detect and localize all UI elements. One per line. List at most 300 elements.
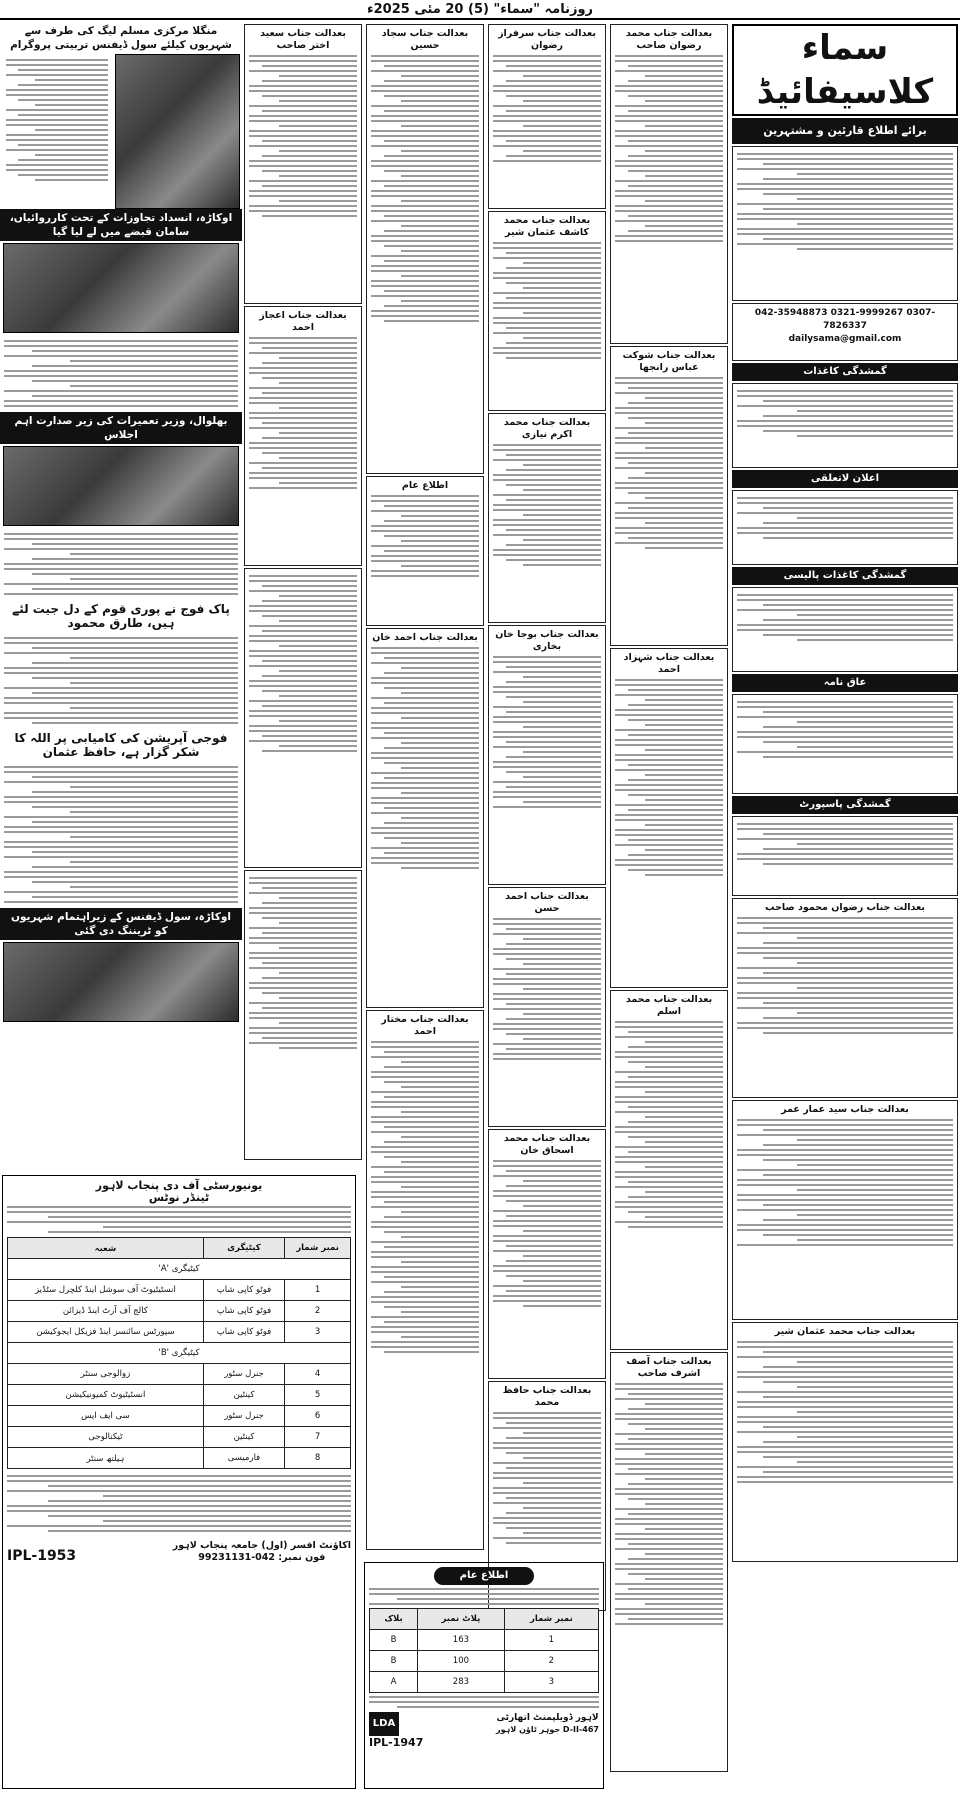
text-line bbox=[797, 639, 953, 641]
text-line bbox=[523, 564, 601, 566]
text-line bbox=[737, 1416, 953, 1418]
text-line bbox=[371, 772, 479, 774]
text-line bbox=[523, 1205, 601, 1207]
text-line bbox=[249, 912, 357, 914]
box-label-1: گمشدگی کاغذات bbox=[732, 363, 958, 381]
text-line bbox=[371, 727, 479, 729]
text-line bbox=[371, 210, 479, 212]
notice-title: بعدالت جناب سید عمار عمر bbox=[781, 1104, 909, 1115]
text-line bbox=[48, 1500, 351, 1502]
text-line bbox=[493, 1477, 601, 1479]
text-line bbox=[615, 864, 723, 866]
text-line bbox=[737, 425, 953, 427]
text-line bbox=[279, 407, 357, 409]
text-line bbox=[737, 1376, 953, 1378]
text-line bbox=[506, 928, 601, 930]
text-line bbox=[103, 1520, 351, 1522]
text-line bbox=[249, 130, 357, 132]
body-text-block bbox=[371, 55, 479, 322]
text-line bbox=[384, 807, 479, 809]
text-line bbox=[7, 1211, 351, 1213]
text-line bbox=[737, 982, 953, 984]
table-row bbox=[8, 1280, 351, 1301]
text-line bbox=[262, 902, 357, 904]
text-line bbox=[401, 250, 479, 252]
court-notice bbox=[488, 211, 606, 411]
text-line bbox=[493, 1165, 601, 1167]
text-line bbox=[737, 1124, 953, 1126]
text-line bbox=[737, 395, 953, 397]
text-line bbox=[506, 771, 601, 773]
text-line bbox=[506, 1275, 601, 1277]
text-line bbox=[493, 494, 601, 496]
text-line bbox=[371, 70, 479, 72]
text-line bbox=[401, 742, 479, 744]
news-photo bbox=[3, 942, 239, 1022]
text-line bbox=[493, 449, 601, 451]
text-line bbox=[249, 462, 357, 464]
text-line bbox=[628, 719, 723, 721]
table-row bbox=[8, 1301, 351, 1322]
text-line bbox=[628, 1226, 723, 1228]
text-line bbox=[249, 342, 357, 344]
text-line bbox=[615, 180, 723, 182]
text-line bbox=[401, 565, 479, 567]
text-line bbox=[371, 1206, 479, 1208]
text-line bbox=[628, 80, 723, 82]
text-line bbox=[249, 402, 357, 404]
text-line bbox=[506, 140, 601, 142]
text-line bbox=[628, 1498, 723, 1500]
court-notice bbox=[244, 24, 362, 304]
court-notice bbox=[488, 887, 606, 1127]
table-cell: 8 bbox=[285, 1448, 351, 1469]
text-line bbox=[371, 180, 479, 182]
text-line bbox=[249, 190, 357, 192]
text-line bbox=[371, 1196, 479, 1198]
classified-box bbox=[732, 587, 958, 672]
text-line bbox=[628, 1573, 723, 1575]
text-line bbox=[262, 917, 357, 919]
text-line bbox=[18, 99, 108, 101]
text-line bbox=[628, 110, 723, 112]
text-line bbox=[763, 1032, 953, 1034]
text-line bbox=[384, 762, 479, 764]
text-line bbox=[797, 1164, 953, 1166]
text-line bbox=[737, 1229, 953, 1231]
text-line bbox=[506, 357, 601, 359]
text-line bbox=[523, 1038, 601, 1040]
text-line bbox=[6, 164, 108, 166]
court-notice bbox=[488, 413, 606, 623]
news-headline: پاک فوج نے پوری قوم کے دل جیت لئے ہیں، طارق محمود bbox=[12, 602, 230, 630]
text-line bbox=[262, 932, 357, 934]
body-text-block bbox=[369, 1588, 599, 1605]
text-line bbox=[628, 477, 723, 479]
text-line bbox=[615, 1171, 723, 1173]
text-line bbox=[737, 917, 953, 919]
text-line bbox=[523, 1255, 601, 1257]
text-line bbox=[4, 672, 238, 674]
text-line bbox=[493, 918, 601, 920]
text-line bbox=[645, 547, 723, 549]
text-line bbox=[371, 787, 479, 789]
body-text-block bbox=[493, 444, 601, 566]
text-line bbox=[4, 891, 238, 893]
text-line bbox=[70, 811, 238, 813]
text-line bbox=[615, 70, 723, 72]
text-line bbox=[279, 972, 357, 974]
news-photo bbox=[115, 54, 240, 209]
text-line bbox=[737, 1466, 953, 1468]
notice-title: بعدالت جناب محمد عثمان شیر bbox=[774, 1326, 916, 1337]
text-line bbox=[737, 977, 953, 979]
text-line bbox=[737, 233, 953, 235]
text-line bbox=[628, 537, 723, 539]
text-line bbox=[506, 1048, 601, 1050]
text-line bbox=[401, 1311, 479, 1313]
text-line bbox=[737, 1184, 953, 1186]
text-line bbox=[628, 869, 723, 871]
text-line bbox=[523, 262, 601, 264]
text-line bbox=[737, 1119, 953, 1121]
table-cell: 6 bbox=[285, 1406, 351, 1427]
text-line bbox=[371, 682, 479, 684]
text-line bbox=[401, 1161, 479, 1163]
text-line bbox=[737, 1421, 953, 1423]
text-line bbox=[384, 1066, 479, 1068]
text-line bbox=[645, 724, 723, 726]
text-line bbox=[615, 694, 723, 696]
text-line bbox=[371, 1341, 479, 1343]
text-line bbox=[797, 410, 953, 412]
text-line bbox=[371, 1241, 479, 1243]
text-line bbox=[615, 467, 723, 469]
text-line bbox=[371, 1091, 479, 1093]
text-line bbox=[763, 238, 953, 240]
text-line bbox=[615, 517, 723, 519]
body-text-block bbox=[615, 377, 723, 549]
text-line bbox=[737, 1134, 953, 1136]
court-notice bbox=[244, 568, 362, 868]
text-line bbox=[797, 614, 953, 616]
text-line bbox=[737, 1401, 953, 1403]
text-line bbox=[70, 385, 238, 387]
text-line bbox=[262, 660, 357, 662]
text-line bbox=[384, 320, 479, 322]
text-line bbox=[249, 967, 357, 969]
text-line bbox=[371, 555, 479, 557]
text-line bbox=[249, 730, 357, 732]
text-line bbox=[249, 740, 357, 742]
text-line bbox=[262, 110, 357, 112]
text-line bbox=[262, 887, 357, 889]
text-line bbox=[18, 84, 108, 86]
table-cell: سی ایف ایس bbox=[8, 1406, 204, 1427]
text-line bbox=[493, 1028, 601, 1030]
text-line bbox=[70, 657, 238, 659]
text-line bbox=[506, 1018, 601, 1020]
text-line bbox=[615, 1101, 723, 1103]
table-cell: فارمیسی bbox=[203, 1448, 284, 1469]
table-cell: جنرل سٹور bbox=[203, 1406, 284, 1427]
text-line bbox=[615, 532, 723, 534]
text-line bbox=[371, 847, 479, 849]
text-line bbox=[4, 642, 238, 644]
text-line bbox=[645, 125, 723, 127]
text-line bbox=[615, 1398, 723, 1400]
text-line bbox=[493, 145, 601, 147]
text-line bbox=[384, 1156, 479, 1158]
table-cell: A bbox=[370, 1672, 418, 1693]
text-line bbox=[262, 95, 357, 97]
classified-box bbox=[732, 490, 958, 565]
text-line bbox=[493, 1043, 601, 1045]
text-line bbox=[371, 160, 479, 162]
box-label-2: اعلان لاتعلقی bbox=[732, 470, 958, 488]
text-line bbox=[615, 729, 723, 731]
text-line bbox=[523, 1432, 601, 1434]
text-line bbox=[4, 563, 238, 565]
text-line bbox=[249, 892, 357, 894]
text-line bbox=[797, 721, 953, 723]
text-line bbox=[628, 1393, 723, 1395]
text-line bbox=[384, 837, 479, 839]
text-line bbox=[506, 499, 601, 501]
text-line bbox=[384, 110, 479, 112]
text-line bbox=[628, 185, 723, 187]
text-line bbox=[763, 400, 953, 402]
text-line bbox=[279, 175, 357, 177]
text-line bbox=[506, 484, 601, 486]
text-line bbox=[371, 145, 479, 147]
text-line bbox=[615, 1533, 723, 1535]
text-line bbox=[262, 1007, 357, 1009]
table-cell: 283 bbox=[418, 1672, 505, 1693]
text-line bbox=[615, 1126, 723, 1128]
text-line bbox=[4, 871, 238, 873]
body-text-block bbox=[4, 766, 238, 903]
text-line bbox=[506, 1185, 601, 1187]
text-line bbox=[615, 1518, 723, 1520]
text-line bbox=[797, 198, 953, 200]
text-line bbox=[628, 215, 723, 217]
text-line bbox=[6, 134, 108, 136]
text-line bbox=[615, 754, 723, 756]
text-line bbox=[279, 357, 357, 359]
text-line bbox=[262, 215, 357, 217]
text-line bbox=[615, 1623, 723, 1625]
text-line bbox=[523, 801, 601, 803]
authority-address: 467-D-II جوہر ٹاؤن لاہور bbox=[496, 1725, 599, 1734]
table-cell: زوالوجی سنٹر bbox=[8, 1364, 204, 1385]
text-line bbox=[401, 692, 479, 694]
text-line bbox=[493, 736, 601, 738]
text-line bbox=[615, 512, 723, 514]
text-line bbox=[384, 687, 479, 689]
text-line bbox=[737, 1431, 953, 1433]
text-line bbox=[371, 1056, 479, 1058]
table-cell: فوٹو کاپی شاپ bbox=[203, 1322, 284, 1343]
text-line bbox=[615, 115, 723, 117]
text-line bbox=[615, 1206, 723, 1208]
text-line bbox=[506, 454, 601, 456]
text-line bbox=[279, 200, 357, 202]
text-line bbox=[384, 1096, 479, 1098]
text-line bbox=[493, 70, 601, 72]
text-line bbox=[615, 85, 723, 87]
text-line bbox=[371, 270, 479, 272]
text-line bbox=[249, 907, 357, 909]
text-line bbox=[371, 255, 479, 257]
text-line bbox=[763, 507, 953, 509]
text-line bbox=[737, 992, 953, 994]
text-line bbox=[249, 575, 357, 577]
text-line bbox=[493, 534, 601, 536]
text-line bbox=[493, 1220, 601, 1222]
table-cell: انسٹیٹیوٹ کمیونیکیشن bbox=[8, 1385, 204, 1406]
court-notice bbox=[488, 24, 606, 209]
text-line bbox=[249, 412, 357, 414]
text-line bbox=[493, 1300, 601, 1302]
public-notice bbox=[364, 1562, 604, 1789]
lda-logo-icon: LDA bbox=[369, 1712, 399, 1736]
text-line bbox=[249, 55, 357, 57]
text-line bbox=[493, 519, 601, 521]
table-cell: 100 bbox=[418, 1651, 505, 1672]
text-line bbox=[763, 863, 953, 865]
text-line bbox=[249, 70, 357, 72]
text-line bbox=[371, 1181, 479, 1183]
text-line bbox=[737, 1346, 953, 1348]
text-line bbox=[615, 130, 723, 132]
body-text-block bbox=[737, 594, 953, 641]
public-notice-ipl: IPL-1947 bbox=[369, 1736, 424, 1749]
text-line bbox=[7, 1490, 351, 1492]
text-line bbox=[737, 594, 953, 596]
text-line bbox=[48, 1216, 351, 1218]
category-a-label: کیٹیگری 'A' bbox=[8, 1259, 351, 1280]
text-line bbox=[249, 145, 357, 147]
text-line bbox=[797, 937, 953, 939]
text-line bbox=[737, 405, 953, 407]
text-line bbox=[763, 537, 953, 539]
text-line bbox=[493, 242, 601, 244]
text-line bbox=[262, 690, 357, 692]
text-line bbox=[628, 155, 723, 157]
text-line bbox=[628, 809, 723, 811]
text-line bbox=[4, 766, 238, 768]
text-line bbox=[797, 1461, 953, 1463]
body-text-block bbox=[493, 242, 601, 359]
text-line bbox=[615, 145, 723, 147]
text-line bbox=[615, 1081, 723, 1083]
text-line bbox=[615, 482, 723, 484]
text-line bbox=[615, 1593, 723, 1595]
text-line bbox=[493, 1190, 601, 1192]
table-cell: 3 bbox=[504, 1672, 598, 1693]
text-line bbox=[493, 444, 601, 446]
text-line bbox=[371, 802, 479, 804]
text-line bbox=[506, 696, 601, 698]
text-line bbox=[797, 1411, 953, 1413]
body-text-block bbox=[371, 1041, 479, 1353]
text-line bbox=[103, 1495, 351, 1497]
text-line bbox=[523, 726, 601, 728]
text-line bbox=[401, 1086, 479, 1088]
text-line bbox=[4, 901, 238, 903]
text-line bbox=[523, 125, 601, 127]
court-notice bbox=[366, 476, 484, 626]
text-line bbox=[763, 1426, 953, 1428]
text-line bbox=[737, 751, 953, 753]
text-line bbox=[371, 1191, 479, 1193]
text-line bbox=[615, 1221, 723, 1223]
text-line bbox=[645, 175, 723, 177]
text-line bbox=[506, 1170, 601, 1172]
text-line bbox=[493, 554, 601, 556]
text-line bbox=[262, 630, 357, 632]
text-line bbox=[493, 1160, 601, 1162]
text-line bbox=[763, 1351, 953, 1353]
text-line bbox=[615, 55, 723, 57]
text-line bbox=[615, 1473, 723, 1475]
text-line bbox=[262, 992, 357, 994]
court-notice bbox=[366, 1010, 484, 1550]
text-line bbox=[371, 530, 479, 532]
text-line bbox=[249, 115, 357, 117]
text-line bbox=[506, 327, 601, 329]
classified-column bbox=[730, 22, 960, 1793]
text-line bbox=[371, 1251, 479, 1253]
notice-title: بعدالت جناب محمد اسلم bbox=[625, 994, 713, 1017]
text-line bbox=[493, 130, 601, 132]
text-line bbox=[797, 1436, 953, 1438]
news-photo bbox=[3, 446, 239, 526]
text-line bbox=[249, 640, 357, 642]
body-text-block bbox=[249, 877, 357, 1049]
news-column bbox=[0, 22, 242, 1172]
text-line bbox=[797, 1012, 953, 1014]
text-line bbox=[628, 492, 723, 494]
text-line bbox=[35, 179, 108, 181]
text-line bbox=[279, 670, 357, 672]
text-line bbox=[615, 210, 723, 212]
text-line bbox=[628, 1513, 723, 1515]
text-line bbox=[506, 681, 601, 683]
text-line bbox=[493, 948, 601, 950]
tender-table bbox=[7, 1237, 351, 1469]
text-line bbox=[18, 174, 108, 176]
text-line bbox=[262, 750, 357, 752]
text-line bbox=[506, 80, 601, 82]
text-line bbox=[506, 252, 601, 254]
body-text-block bbox=[6, 59, 108, 181]
text-line bbox=[384, 1231, 479, 1233]
category-b-label: کیٹیگری 'B' bbox=[8, 1343, 351, 1364]
text-line bbox=[763, 972, 953, 974]
text-line bbox=[384, 1321, 479, 1323]
text-line bbox=[628, 1136, 723, 1138]
text-line bbox=[615, 859, 723, 861]
text-line bbox=[384, 260, 479, 262]
text-line bbox=[737, 1199, 953, 1201]
text-line bbox=[763, 1159, 953, 1161]
text-line bbox=[615, 165, 723, 167]
text-line bbox=[763, 942, 953, 944]
text-line bbox=[615, 442, 723, 444]
text-line bbox=[737, 1007, 953, 1009]
